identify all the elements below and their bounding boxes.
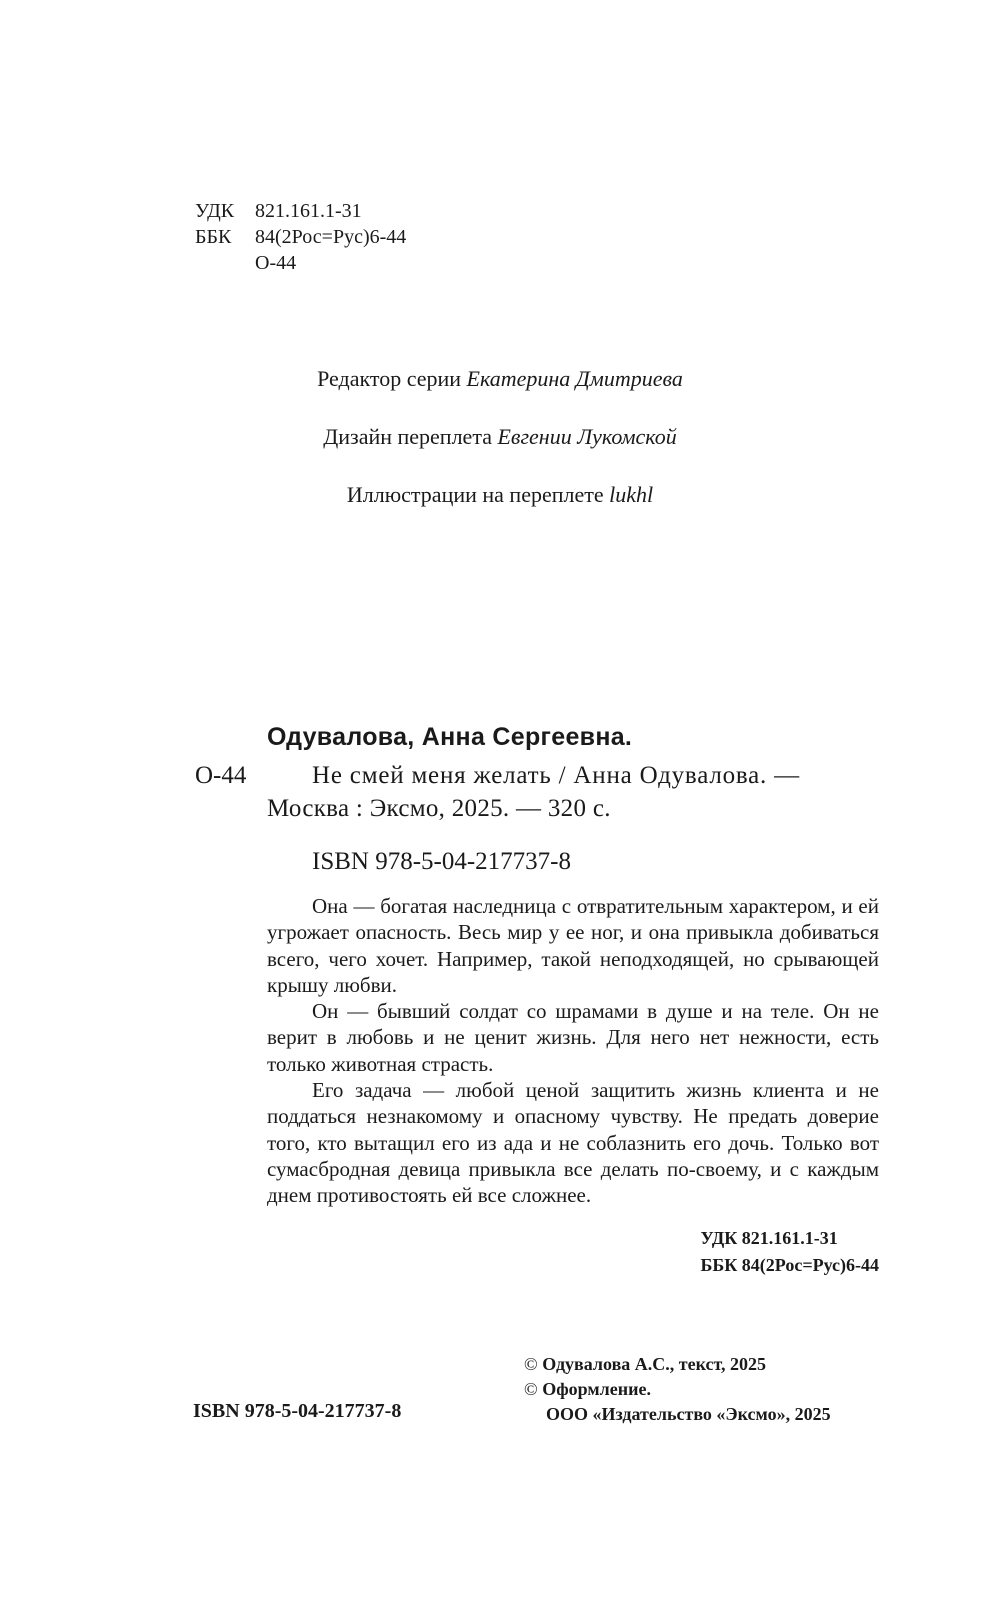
- udk-value: 821.161.1-31: [255, 200, 362, 222]
- credit-role: Редактор серии: [317, 366, 462, 391]
- credit-role: Дизайн переплета: [323, 424, 492, 449]
- copyright-block: [524, 1352, 831, 1427]
- copyright-symbol: ©: [524, 1379, 538, 1399]
- title-line: Не смей меня желать / Анна Одувалова. —: [312, 762, 800, 789]
- annotation-paragraph: Его задача — любой ценой защитить жизнь клиента и не поддаться незнакомому и опасному чувству. Не предать доверие того, кто вытащил его из ада и не соблазнить его дочь. Только вот сумасбродная девица привыкла все делать по-своему, и с каждым днем противостоять ей все сложнее.: [267, 1078, 879, 1208]
- annotation-paragraph: Она — богатая наследница с отвратительным характером, и ей угрожает опасность. Весь мир у ее ног, и она привыкла добиваться всего, чего хочет. Например, такой неподходящей, но срывающей крышу любви.: [267, 894, 879, 997]
- cutter-code: О-44: [255, 252, 297, 274]
- bbk-label: ББК: [195, 226, 232, 248]
- credit-cover-design: [0, 423, 1000, 481]
- credit-name: Евгении Лукомской: [497, 424, 677, 449]
- credits-block: [0, 365, 1000, 539]
- author-heading: Одувалова, Анна Сергеевна.: [267, 723, 633, 751]
- credit-illustrations: [0, 481, 1000, 539]
- bbk-value: 84(2Рос=Рус)6-44: [255, 226, 407, 248]
- credit-series-editor: [0, 365, 1000, 423]
- footer-udk: УДК 821.161.1-31: [700, 1228, 838, 1248]
- annotation: [267, 893, 879, 1209]
- footer-codes: [700, 1225, 879, 1279]
- footer-bbk: ББК 84(2Рос=Рус)6-44: [700, 1255, 879, 1275]
- classification-codes: [195, 198, 406, 276]
- isbn-line: ISBN 978-5-04-217737-8: [312, 848, 572, 875]
- imprint-line: Москва : Эксмо, 2025. — 320 с.: [267, 795, 611, 822]
- credit-role: Иллюстрации на переплете: [346, 482, 604, 507]
- credit-name: lukhl: [609, 482, 654, 507]
- design-label: Оформление.: [542, 1379, 651, 1399]
- footer-isbn: ISBN 978-5-04-217737-8: [193, 1400, 402, 1422]
- annotation-paragraph: Он — бывший солдат со шрамами в душе и на теле. Он не верит в любовь и не ценит жизнь. Для него нет нежности, есть только животная страсть.: [267, 999, 879, 1076]
- publisher: ООО «Издательство «Эксмо», 2025: [546, 1404, 831, 1424]
- cutter-mark: О-44: [195, 762, 247, 789]
- copyright-symbol: ©: [524, 1354, 538, 1374]
- credit-name: Екатерина Дмитриева: [466, 366, 683, 391]
- udk-label: УДК: [195, 200, 235, 222]
- copyright-text: Одувалова А.С., текст, 2025: [542, 1354, 767, 1374]
